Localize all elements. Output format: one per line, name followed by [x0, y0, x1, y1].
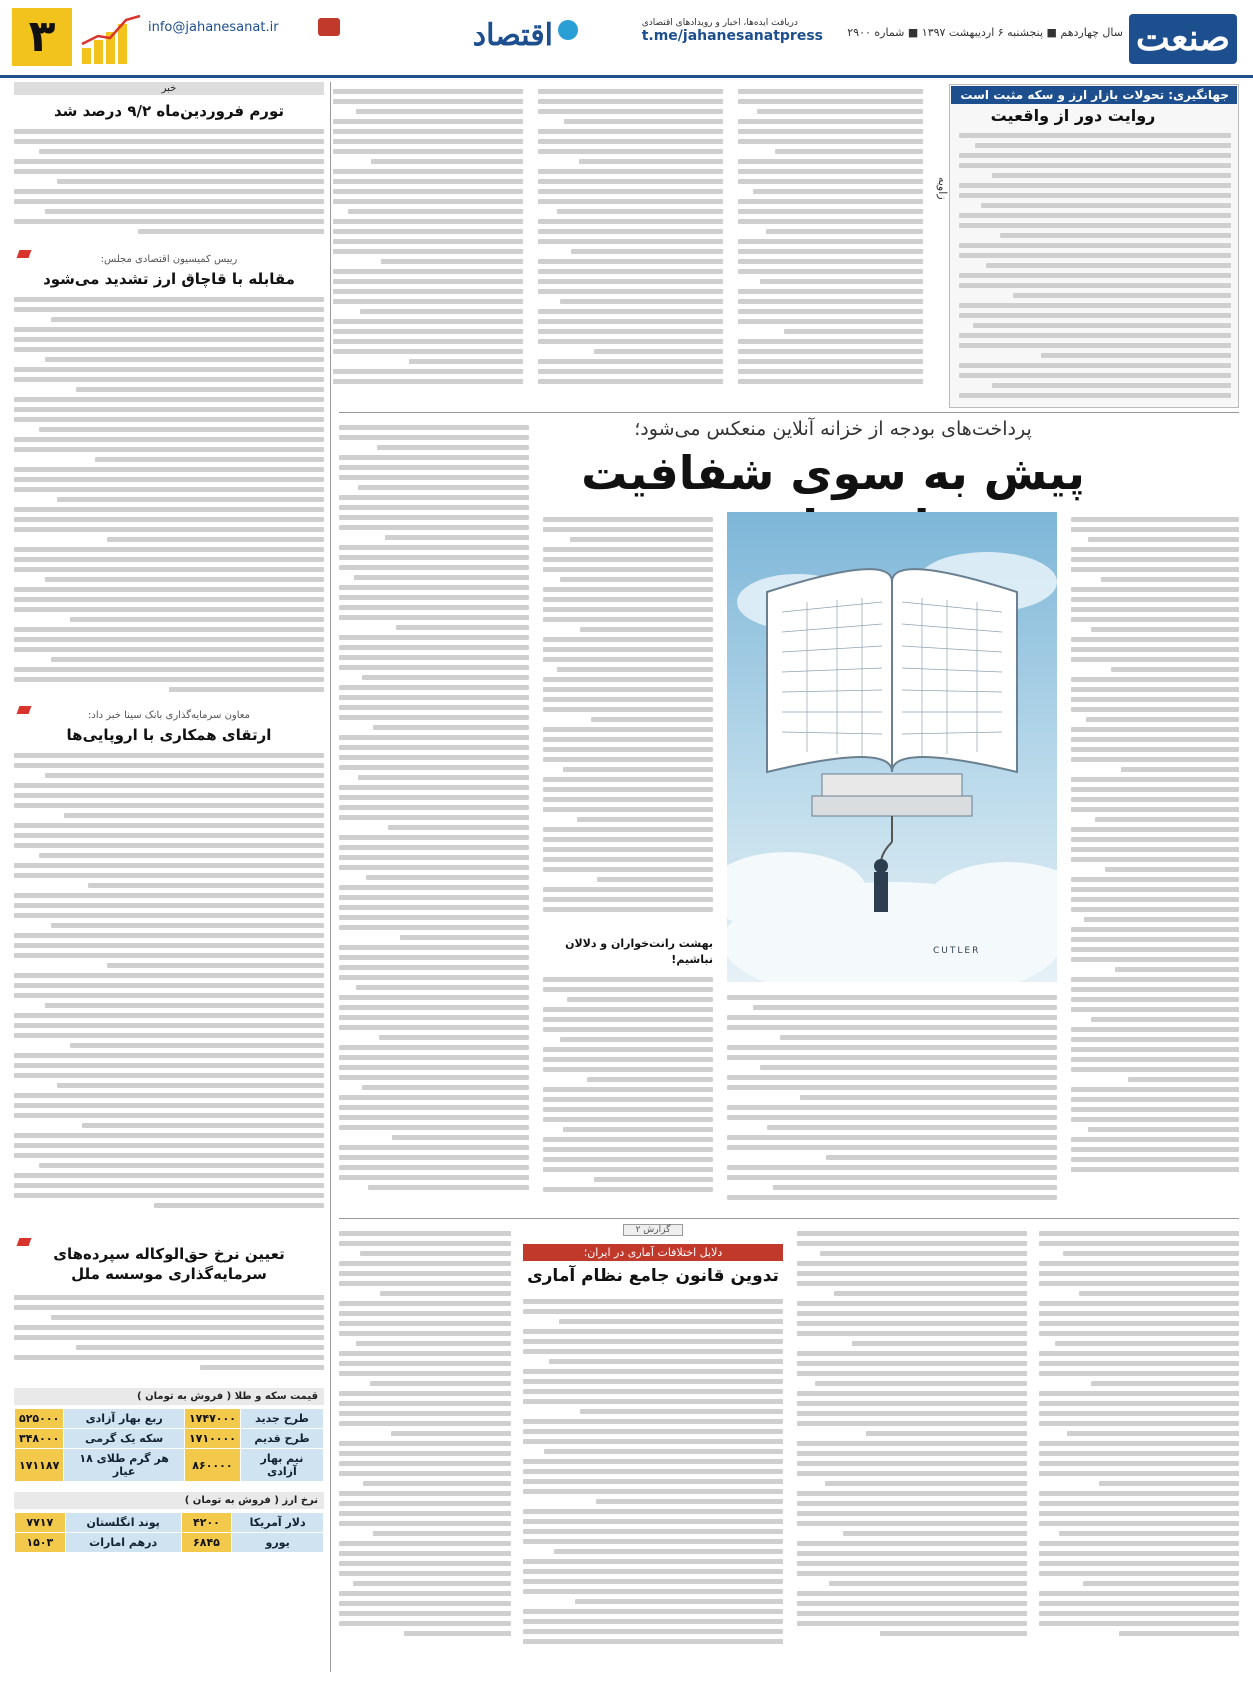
- news-2-kicker: رییس کمیسیون اقتصادی مجلس:: [100, 254, 238, 265]
- news-3-kicker: معاون سرمایه‌گذاری بانک سینا خبر داد:: [88, 710, 250, 721]
- report-title: تدوین قانون جامع نظام آماری: [527, 1266, 779, 1286]
- main-story-column-2: [543, 512, 713, 932]
- coin-value: ۸۶۰۰۰۰: [184, 1449, 240, 1482]
- telegram-url[interactable]: t.me/jahanesanatpress: [641, 28, 823, 44]
- main-story-subhead: بهشت رانت‌خواران و دلالان نباشیم!: [565, 937, 713, 966]
- section-title: اقتصاد: [472, 18, 553, 53]
- table-row: [15, 1429, 324, 1449]
- report-column-4: [339, 1226, 511, 1656]
- news-3-title: ارتقای همکاری با اروپایی‌ها: [66, 726, 272, 744]
- fx-rate-table: [14, 1512, 324, 1553]
- report-kicker: دلایل اختلافات آماری در ایران؛: [523, 1244, 783, 1261]
- news-2-body: [14, 292, 324, 704]
- sidebar-divider: [330, 82, 331, 1672]
- news-2-title: مقابله با قاچاق ارز تشدید می‌شود: [43, 270, 295, 288]
- fx-value: ۱۵۰۳: [15, 1533, 66, 1553]
- news-4-body: [14, 1290, 324, 1380]
- coin-label: ربع بهار آزادی: [64, 1409, 185, 1429]
- illustration-signature: CUTLER: [933, 946, 981, 956]
- table-row: [15, 1409, 324, 1429]
- top-story-column-4: [333, 84, 523, 409]
- newspaper-logo[interactable]: صنعت: [1129, 14, 1237, 64]
- main-story-column-3: [339, 420, 529, 1212]
- report-tag: گزارش ۲: [623, 1224, 683, 1236]
- illustration: [727, 512, 1057, 982]
- top-story-body: [959, 128, 1231, 400]
- divider: [339, 1218, 1239, 1219]
- fx-label: یورو: [232, 1533, 324, 1553]
- coin-value: ۱۷۴۷۰۰۰: [184, 1409, 240, 1429]
- table-row: [15, 1533, 324, 1553]
- main-story-title: پیش به سوی شفافیت: [581, 446, 1085, 500]
- fx-label: پوند انگلستان: [65, 1513, 181, 1533]
- coin-table-title: قیمت سکه و طلا ( فروش به تومان ): [14, 1388, 324, 1405]
- coin-label: نیم بهار آزادی: [240, 1449, 323, 1482]
- side-tag: زاویه: [936, 177, 949, 200]
- top-story-column-2: [738, 84, 923, 409]
- issue-line: سال چهاردهم ■ پنجشنبه ۶ اردیبهشت ۱۳۹۷ ■ شماره ۲۹۰۰: [847, 26, 1123, 39]
- fx-value: ۶۸۴۵: [181, 1533, 232, 1553]
- top-story-kicker: جهانگیری: تحولات بازار ارز و سکه مثبت است: [951, 86, 1237, 104]
- main-story-kicker: پرداخت‌های بودجه از خزانه آنلاین منعکس می‌شود؛: [634, 418, 1032, 440]
- divider: [339, 412, 1239, 413]
- main-story-column-2b: [543, 972, 713, 1212]
- sidebar-news-label: خبر: [14, 82, 324, 95]
- telegram-tagline: دریافت ایده‌ها، اخبار و رویدادهای اقتصادی: [641, 18, 798, 28]
- coin-label: طرح جدید: [240, 1409, 323, 1429]
- coin-label: سکه یک گرمی: [64, 1429, 185, 1449]
- table-row: [15, 1513, 324, 1533]
- email-link[interactable]: info@jahanesanat.ir: [148, 20, 279, 35]
- telegram-block[interactable]: [642, 18, 823, 44]
- coin-price-table: [14, 1408, 324, 1482]
- coin-value: ۳۴۸۰۰۰: [15, 1429, 64, 1449]
- coin-value: ۱۷۱۱۸۷: [15, 1449, 64, 1482]
- report-column-2: [797, 1226, 1027, 1656]
- coin-value: ۵۲۵۰۰۰: [15, 1409, 64, 1429]
- telegram-icon: [558, 20, 578, 40]
- envelope-icon: [318, 18, 340, 36]
- news-4-title: تعیین نرخ حق‌الوکاله سپرده‌های سرمایه‌گذاری موسسه ملل: [53, 1245, 285, 1283]
- page-number: ۳: [12, 8, 72, 66]
- top-story-column-3: [538, 84, 723, 409]
- report-column-1: [1039, 1226, 1239, 1656]
- fx-value: ۷۷۱۷: [15, 1513, 66, 1533]
- top-story-title: روایت دور از واقعیت: [990, 106, 1156, 125]
- growth-chart-icon: [80, 14, 145, 64]
- coin-label: طرح قدیم: [240, 1429, 323, 1449]
- main-story-column-1: [1071, 512, 1239, 1212]
- fx-value: ۴۲۰۰: [181, 1513, 232, 1533]
- report-column-3: [523, 1294, 783, 1656]
- fx-label: درهم امارات: [65, 1533, 181, 1553]
- fx-table-title: نرخ ارز ( فروش به تومان ): [14, 1492, 324, 1509]
- coin-value: ۱۷۱۰۰۰۰: [184, 1429, 240, 1449]
- news-1-title: تورم فروردین‌ماه ۹/۲ درصد شد: [54, 102, 284, 120]
- fx-label: دلار آمریکا: [232, 1513, 324, 1533]
- coin-label: هر گرم طلای ۱۸ عیار: [64, 1449, 185, 1482]
- news-3-body: [14, 748, 324, 1234]
- main-story-bottom-columns: [727, 990, 1057, 1212]
- book-computer-illustration: [727, 512, 1057, 982]
- table-row: [15, 1449, 324, 1482]
- news-1-body: [14, 124, 324, 244]
